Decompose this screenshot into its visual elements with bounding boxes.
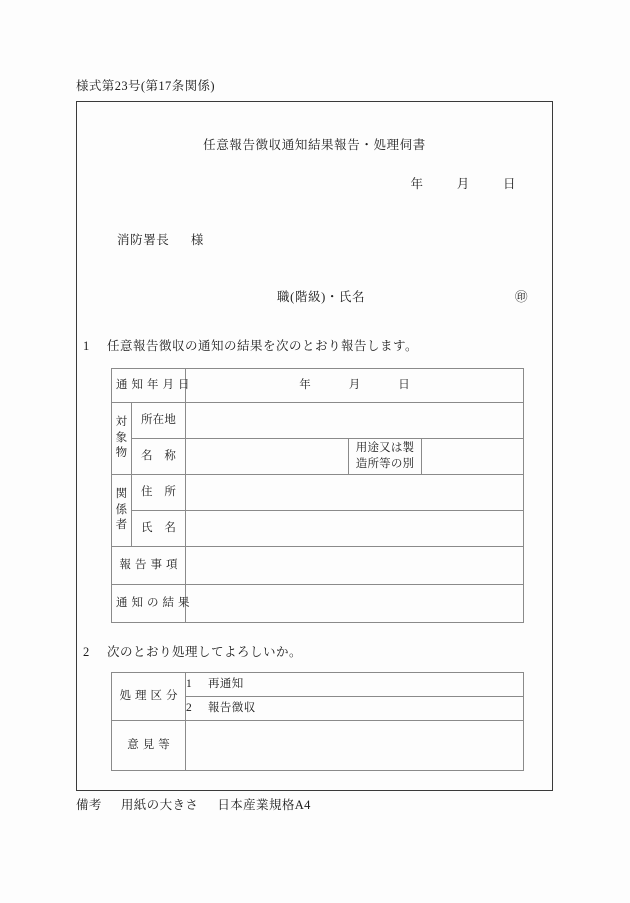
date-line [410, 174, 516, 192]
party-label-char-2: 係 [115, 503, 128, 516]
notice-result-value[interactable] [186, 585, 524, 623]
date-month-label: 月 [456, 177, 470, 191]
table-row [112, 475, 524, 511]
process-option-1[interactable] [186, 673, 524, 697]
form-frame [76, 101, 553, 791]
process-option-1-text: 再通知 [208, 677, 244, 690]
form-number: 様式第23号(第17条関係) [76, 79, 215, 93]
clause-2-number: 2 [83, 645, 90, 659]
process-category-label: 処理区分 [112, 673, 186, 721]
remark-note [76, 795, 311, 813]
party-group-label [112, 475, 132, 547]
clause-1 [83, 336, 418, 354]
table-row [112, 403, 524, 439]
object-usage-label-line1: 用途又は製 [355, 441, 415, 454]
object-group-label [112, 403, 132, 475]
date-day-label: 日 [502, 177, 516, 191]
clause-2-text: 次のとおり処理してよろしいか。 [107, 645, 303, 659]
object-usage-value[interactable] [422, 439, 524, 475]
party-address-label: 住 所 [132, 475, 186, 511]
table-row [112, 585, 524, 623]
process-option-2-number: 2 [186, 701, 193, 714]
table-row [112, 673, 524, 697]
clause-1-number: 1 [83, 339, 90, 353]
object-location-label: 所在地 [132, 403, 186, 439]
object-location-value[interactable] [186, 403, 524, 439]
object-label-char-1: 対 [115, 416, 128, 429]
object-label-char-2: 象 [115, 431, 128, 444]
party-name-label: 氏 名 [132, 511, 186, 547]
addressee-office: 消防署長 [117, 233, 170, 247]
page-title: 任意報告徴収通知結果報告・処理伺書 [203, 138, 426, 152]
remark-label: 備考 [76, 798, 102, 812]
process-option-1-number: 1 [186, 677, 193, 690]
process-option-2-text: 報告徴収 [208, 701, 256, 714]
party-name-value[interactable] [186, 511, 524, 547]
report-items-value[interactable] [186, 547, 524, 585]
notice-date-value [186, 369, 524, 403]
opinion-value[interactable] [186, 721, 524, 771]
object-label-char-3: 物 [115, 447, 128, 460]
clause-1-text: 任意報告徴収の通知の結果を次のとおり報告します。 [107, 339, 419, 353]
addressee-honorific: 様 [190, 233, 204, 247]
process-table [111, 672, 524, 771]
object-name-value[interactable] [186, 439, 349, 475]
date-year-label: 年 [410, 177, 424, 191]
remark-paper-size-label: 用紙の大きさ [120, 798, 199, 812]
report-table [111, 368, 524, 623]
report-items-label: 報告事項 [112, 547, 186, 585]
party-address-value[interactable] [186, 475, 524, 511]
table-row [112, 439, 524, 475]
object-name-label: 名 称 [132, 439, 186, 475]
party-label-char-3: 者 [115, 519, 128, 532]
object-usage-label [349, 439, 422, 475]
object-usage-label-line2: 造所等の別 [355, 457, 415, 470]
notice-date-year: 年 [299, 378, 311, 391]
party-label-char-1: 関 [115, 488, 128, 501]
table-row [112, 511, 524, 547]
remark-paper-size-value: 日本産業規格A4 [217, 798, 311, 812]
addressee [117, 230, 204, 248]
table-row [112, 547, 524, 585]
notice-date-month: 月 [348, 378, 361, 391]
process-option-2[interactable] [186, 697, 524, 721]
notice-date-day: 日 [398, 378, 410, 391]
notice-date-label: 通知年月日 [112, 369, 186, 403]
notice-result-label: 通知の結果 [112, 585, 186, 623]
opinion-label: 意見等 [112, 721, 186, 771]
signature-label: 職(階級)・氏名 [277, 290, 366, 304]
seal-icon: ㊞ [515, 290, 528, 304]
table-row [112, 369, 524, 403]
table-row [112, 721, 524, 771]
clause-2 [83, 642, 302, 660]
